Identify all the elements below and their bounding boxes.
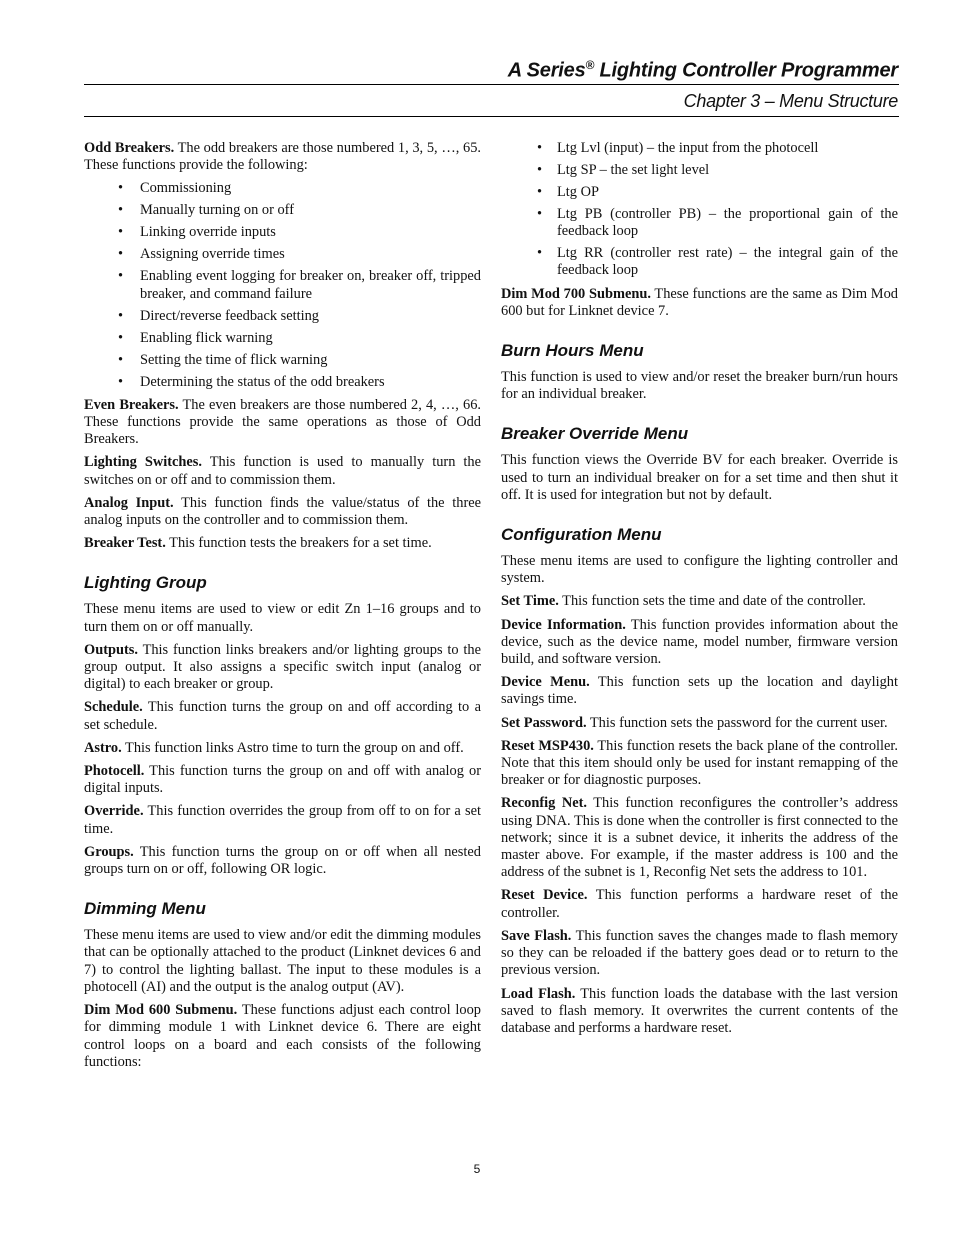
lighting-switches-paragraph: Lighting Switches. This function is used to manually turn the switches on or off and to commission them. [84,454,482,488]
reconfig-net-paragraph: Reconfig Net. This function reconfigures the controller’s address using DNA. This is done when the controller is first connected to the network; since it is a subnet device, it inherits the address of the master above. For example, if the master address is 100 and the address of the subnet is 1, Reconfig Net sets the address to 101. [501,795,898,881]
list-item: • Linking override inputs [118,224,276,241]
breaker-override-heading: Breaker Override Menu [501,424,689,444]
device-information-paragraph: Device Information. This function provides information about the device, such as the device name, model number, firmware version build, and software version. [501,616,899,668]
list-item: • Enabling flick warning [118,329,273,346]
set-password-paragraph: Set Password. This function sets the password for the current user. [501,714,888,731]
list-item: • Ltg SP – the set light level [537,162,710,178]
list-item: • Ltg Lvl (input) – the input from the photocell [537,140,819,156]
header-rule-bottom [84,116,899,117]
list-item: • Assigning override times [118,246,285,263]
schedule-paragraph: Schedule. This function turns the group on and off according to a set schedule. [84,699,481,733]
list-item: • Determining the status of the odd breakers [118,373,385,390]
configuration-intro: These menu items are used to configure the lighting controller and system. [501,553,898,587]
reset-msp430-paragraph: Reset MSP430. This function resets the back plane of the controller. Note that this item should only be used for instant remapping of the breaker or for diagnostic purposes. [501,737,898,789]
reset-device-paragraph: Reset Device. This function performs a hardware reset of the controller. [501,887,898,921]
dim-mod-700-paragraph: Dim Mod 700 Submenu. These functions are the same as Dim Mod 600 but for Linknet device 7. [501,285,898,319]
list-item: • Enabling event logging for breaker on, breaker off, tripped breaker, and command failure [118,268,481,302]
even-breakers-paragraph: Even Breakers. The even breakers are those numbered 2, 4, …, 66. These functions provide the same operations as those of Odd Breakers. [84,396,481,448]
document-title: A Series® Lighting Controller Programmer [507,58,898,82]
device-menu-paragraph: Device Menu. This function sets up the location and daylight savings time. [501,674,898,708]
odd-breakers-list [84,180,481,390]
lighting-group-heading: Lighting Group [84,573,207,593]
outputs-paragraph: Outputs. This function links breakers and/or lighting groups to the group output. It also assigns a specific switch input (analog or digital) to each breaker or group. [84,641,481,693]
list-item: • Ltg PB (controller PB) – the proportional gain of the feedback loop [537,206,898,240]
dim-mod-600-paragraph: Dim Mod 600 Submenu. These functions adjust each control loop for dimming module 1 with Linknet device 6. There are eight control loops on a board and each consists of the following functions: [84,1002,481,1070]
set-time-paragraph: Set Time. This function sets the time and date of the controller. [501,593,866,610]
dimming-menu-heading: Dimming Menu [84,899,206,919]
list-item: • Direct/reverse feedback setting [118,307,319,324]
list-item: • Commissioning [118,180,232,197]
photocell-paragraph: Photocell. This function turns the group on and off with analog or digital inputs. [84,763,481,797]
breaker-test-paragraph: Breaker Test. This function tests the breakers for a set time. [84,535,432,552]
list-item: • Setting the time of flick warning [118,351,328,368]
header-rule-top [84,84,899,85]
chapter-title: Chapter 3 – Menu Structure [683,91,898,111]
astro-paragraph: Astro. This function links Astro time to turn the group on and off. [84,739,464,756]
configuration-menu-heading: Configuration Menu [501,525,662,545]
burn-hours-text: This function is used to view and/or reset the breaker burn/run hours for an individual breaker. [501,369,898,403]
analog-input-paragraph: Analog Input. This function finds the value/status of the three analog inputs on the controller and to commission them. [84,494,482,529]
save-flash-paragraph: Save Flash. This function saves the changes made to flash memory so they can be reloaded if the battery goes dead or to return to the previous version. [501,927,898,979]
load-flash-paragraph: Load Flash. This function loads the database with the last version saved to flash memory. It overwrites the current contents of the database and performs a hardware reset. [501,985,899,1036]
page-number: 5 [473,1162,481,1176]
dimming-intro: These menu items are used to view and/or edit the dimming modules that can be optionally attached to the product (Linknet devices 6 and 7) to control the lighting ballast. The input to these modules is a photocell (AI) and the output is the analog output (AV). [84,927,481,995]
list-item: • Manually turning on or off [118,202,295,219]
groups-paragraph: Groups. This function turns the group on or off when all nested groups turn on or off, following OR logic. [84,843,481,878]
burn-hours-heading: Burn Hours Menu [501,341,644,361]
odd-breakers-paragraph: Odd Breakers. The odd breakers are those numbered 1, 3, 5, …, 65. These functions provide the following: [84,140,481,174]
list-item: • Ltg RR (controller rest rate) – the integral gain of the feedback loop [537,245,898,279]
left-column [84,140,481,1077]
right-column [501,140,898,1043]
override-paragraph: Override. This function overrides the group from off to on for a set time. [84,803,481,837]
dimming-functions-list [501,140,898,280]
lighting-group-intro: These menu items are used to view or edit Zn 1–16 groups and to turn them on or off manually. [84,601,481,635]
breaker-override-text: This function views the Override BV for each breaker. Override is used to turn an individual breaker on for a set time and then shut it off. It is used for integration but not by default. [501,452,898,503]
list-item: • Ltg OP [537,184,599,200]
